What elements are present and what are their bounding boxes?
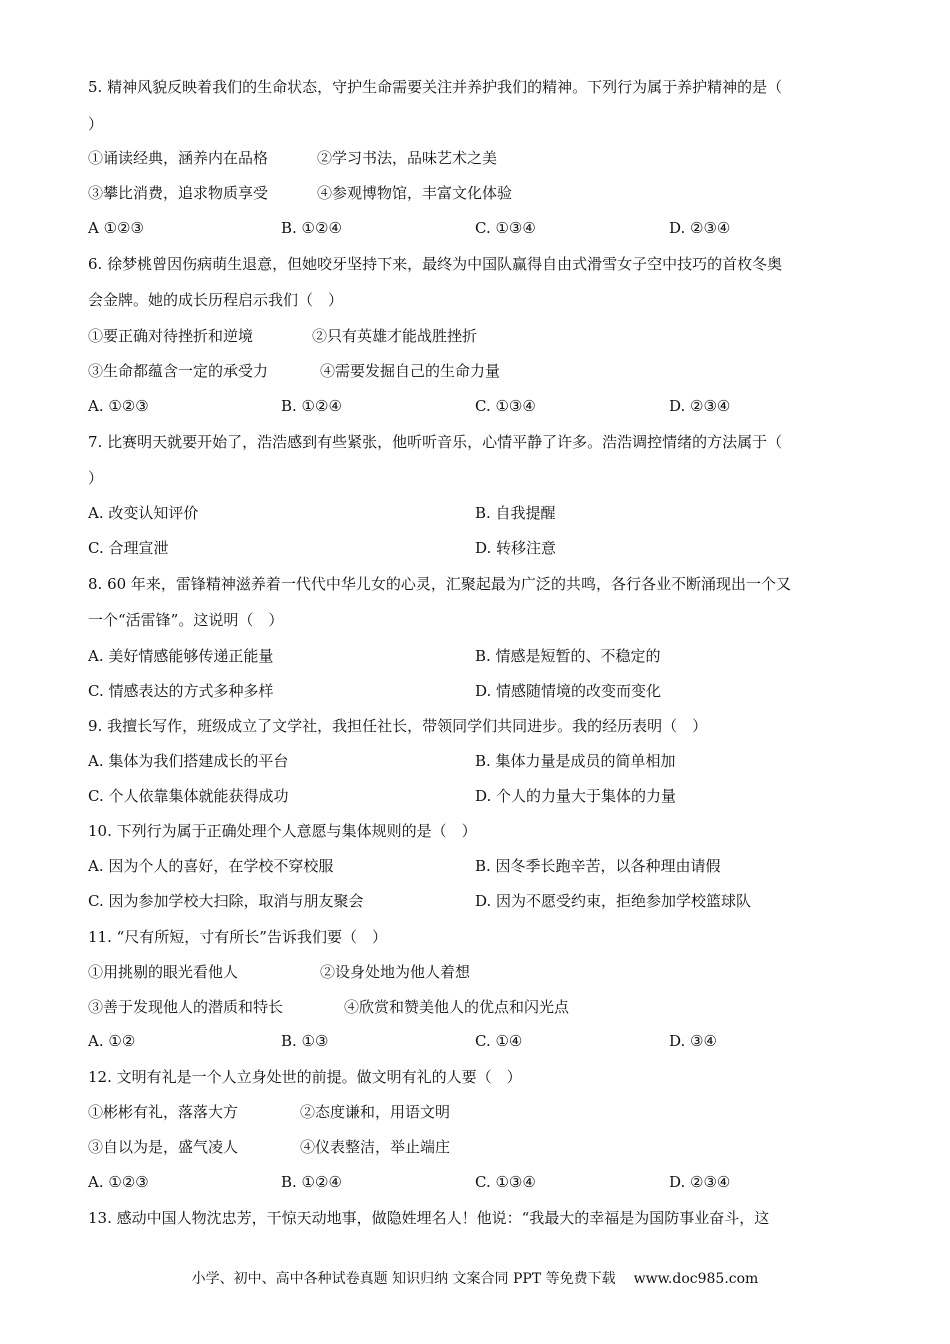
question-9-stem: 9. 我擅长写作，班级成立了文学社，我担任社长，带领同学们共同进步。我的经历表明（ ） <box>88 717 708 735</box>
question-6-stem-line-2: 会金牌。她的成长历程启示我们（ ） <box>88 291 344 309</box>
option-c: C. ①③④ <box>475 1173 536 1191</box>
item: ③善于发现他人的潜质和特长 <box>88 998 284 1016</box>
option-a: A. 美好情感能够传递正能量 <box>88 647 274 665</box>
option-b: B. ①②④ <box>281 219 342 237</box>
question-6-options <box>88 396 868 416</box>
option-b: B. ①③ <box>281 1032 329 1050</box>
item: ③攀比消费，追求物质享受 <box>88 184 269 202</box>
question-11-options <box>88 1031 868 1051</box>
question-11-items-row-1 <box>88 962 868 982</box>
question-8-options-row-1 <box>88 646 868 666</box>
option-b: B. ①②④ <box>281 1173 342 1191</box>
option-a: A. ①②③ <box>88 1173 149 1191</box>
question-8-stem-line-1: 8. 60 年来，雷锋精神滋养着一代代中华儿女的心灵，汇聚起最为广泛的共鸣，各行各业不断涌现出一个又 <box>88 575 791 593</box>
option-b: B. 因冬季长跑辛苦，以各种理由请假 <box>475 857 721 875</box>
question-7-options-row-1 <box>88 503 868 523</box>
option-d: D. 个人的力量大于集体的力量 <box>475 787 677 805</box>
item: ①彬彬有礼，落落大方 <box>88 1103 239 1121</box>
option-d: D. 转移注意 <box>475 539 557 557</box>
option-c: C. 情感表达的方式多种多样 <box>88 682 274 700</box>
question-8-stem-line-2: 一个“活雷锋”。这说明（ ） <box>88 611 284 629</box>
question-12-items-row-2 <box>88 1137 868 1157</box>
option-b: B. 自我提醒 <box>475 504 556 522</box>
option-d: D. 因为不愿受约束，拒绝参加学校篮球队 <box>475 892 752 910</box>
option-c: C. 因为参加学校大扫除，取消与朋友聚会 <box>88 892 364 910</box>
question-10-options-row-1 <box>88 856 868 876</box>
item: ④仪表整洁，举止端庄 <box>300 1138 451 1156</box>
option-d: D. ②③④ <box>669 1173 731 1191</box>
item: ④需要发掘自己的生命力量 <box>320 362 501 380</box>
item: ③自以为是，盛气凌人 <box>88 1138 239 1156</box>
option-a: A. 改变认知评价 <box>88 504 199 522</box>
question-5-stem-line-1: 5. 精神风貌反映着我们的生命状态，守护生命需要关注并养护我们的精神。下列行为属于养护精神的是（ <box>88 78 783 96</box>
item: ②只有英雄才能战胜挫折 <box>312 327 478 345</box>
question-5-options <box>88 218 868 238</box>
item: ③生命都蕴含一定的承受力 <box>88 362 269 380</box>
option-a: A. ①②③ <box>88 397 149 415</box>
option-c: C. ①③④ <box>475 397 536 415</box>
question-12-items-row-1 <box>88 1102 868 1122</box>
question-10-stem: 10. 下列行为属于正确处理个人意愿与集体规则的是（ ） <box>88 822 477 840</box>
question-9-options-row-1 <box>88 751 868 771</box>
option-a: A. 集体为我们搭建成长的平台 <box>88 752 289 770</box>
question-11-stem: 11. “尺有所短，寸有所长”告诉我们要（ ） <box>88 928 387 946</box>
option-b: B. 集体力量是成员的简单相加 <box>475 752 676 770</box>
question-7-stem-line-1: 7. 比赛明天就要开始了，浩浩感到有些紧张，他听听音乐，心情平静了许多。浩浩调控情绪的方法属于（ <box>88 433 783 451</box>
question-5-items-row-1 <box>88 148 868 168</box>
question-6-items-row-2 <box>88 361 868 381</box>
option-a: A. ①② <box>88 1032 136 1050</box>
question-8-options-row-2 <box>88 681 868 701</box>
question-12-stem: 12. 文明有礼是一个人立身处世的前提。做文明有礼的人要（ ） <box>88 1068 522 1086</box>
page-footer <box>0 1269 950 1289</box>
item: ①诵读经典，涵养内在品格 <box>88 149 269 167</box>
option-c: C. ①③④ <box>475 219 536 237</box>
item: ②态度谦和，用语文明 <box>300 1103 451 1121</box>
footer-text: 小学、初中、高中各种试卷真题 知识归纳 文案合同 PPT 等免费下载 <box>191 1271 616 1287</box>
option-c: C. 合理宣泄 <box>88 539 169 557</box>
option-d: D. ②③④ <box>669 397 731 415</box>
question-6-items-row-1 <box>88 326 868 346</box>
question-10-options-row-2 <box>88 891 868 911</box>
question-9-options-row-2 <box>88 786 868 806</box>
question-11-items-row-2 <box>88 997 868 1017</box>
question-7-stem-line-2: ） <box>88 469 104 487</box>
item: ①要正确对待挫折和逆境 <box>88 327 254 345</box>
option-a: A ①②③ <box>88 219 144 237</box>
question-13-stem-line-1: 13. 感动中国人物沈忠芳，干惊天动地事，做隐姓埋名人！他说：“我最大的幸福是为国防事业奋斗，这 <box>88 1209 770 1227</box>
item: ①用挑剔的眼光看他人 <box>88 963 239 981</box>
question-7-options-row-2 <box>88 538 868 558</box>
option-c: C. ①④ <box>475 1032 523 1050</box>
option-d: D. ②③④ <box>669 219 731 237</box>
question-5-items-row-2 <box>88 183 868 203</box>
option-c: C. 个人依靠集体就能获得成功 <box>88 787 289 805</box>
option-b: B. ①②④ <box>281 397 342 415</box>
question-12-options <box>88 1172 868 1192</box>
option-b: B. 情感是短暂的、不稳定的 <box>475 647 661 665</box>
item: ④参观博物馆，丰富文化体验 <box>317 184 513 202</box>
option-d: D. 情感随情境的改变而变化 <box>475 682 662 700</box>
question-6-stem-line-1: 6. 徐梦桃曾因伤病萌生退意，但她咬牙坚持下来，最终为中国队赢得自由式滑雪女子空中技巧的首枚冬奥 <box>88 255 783 273</box>
item: ②学习书法，品味艺术之美 <box>317 149 498 167</box>
option-a: A. 因为个人的喜好，在学校不穿校服 <box>88 857 334 875</box>
item: ②设身处地为他人着想 <box>320 963 471 981</box>
item: ④欣赏和赞美他人的优点和闪光点 <box>344 998 570 1016</box>
option-d: D. ③④ <box>669 1032 717 1050</box>
footer-url[interactable]: www.doc985.com <box>633 1271 759 1287</box>
question-5-stem-line-2: ） <box>88 115 104 133</box>
